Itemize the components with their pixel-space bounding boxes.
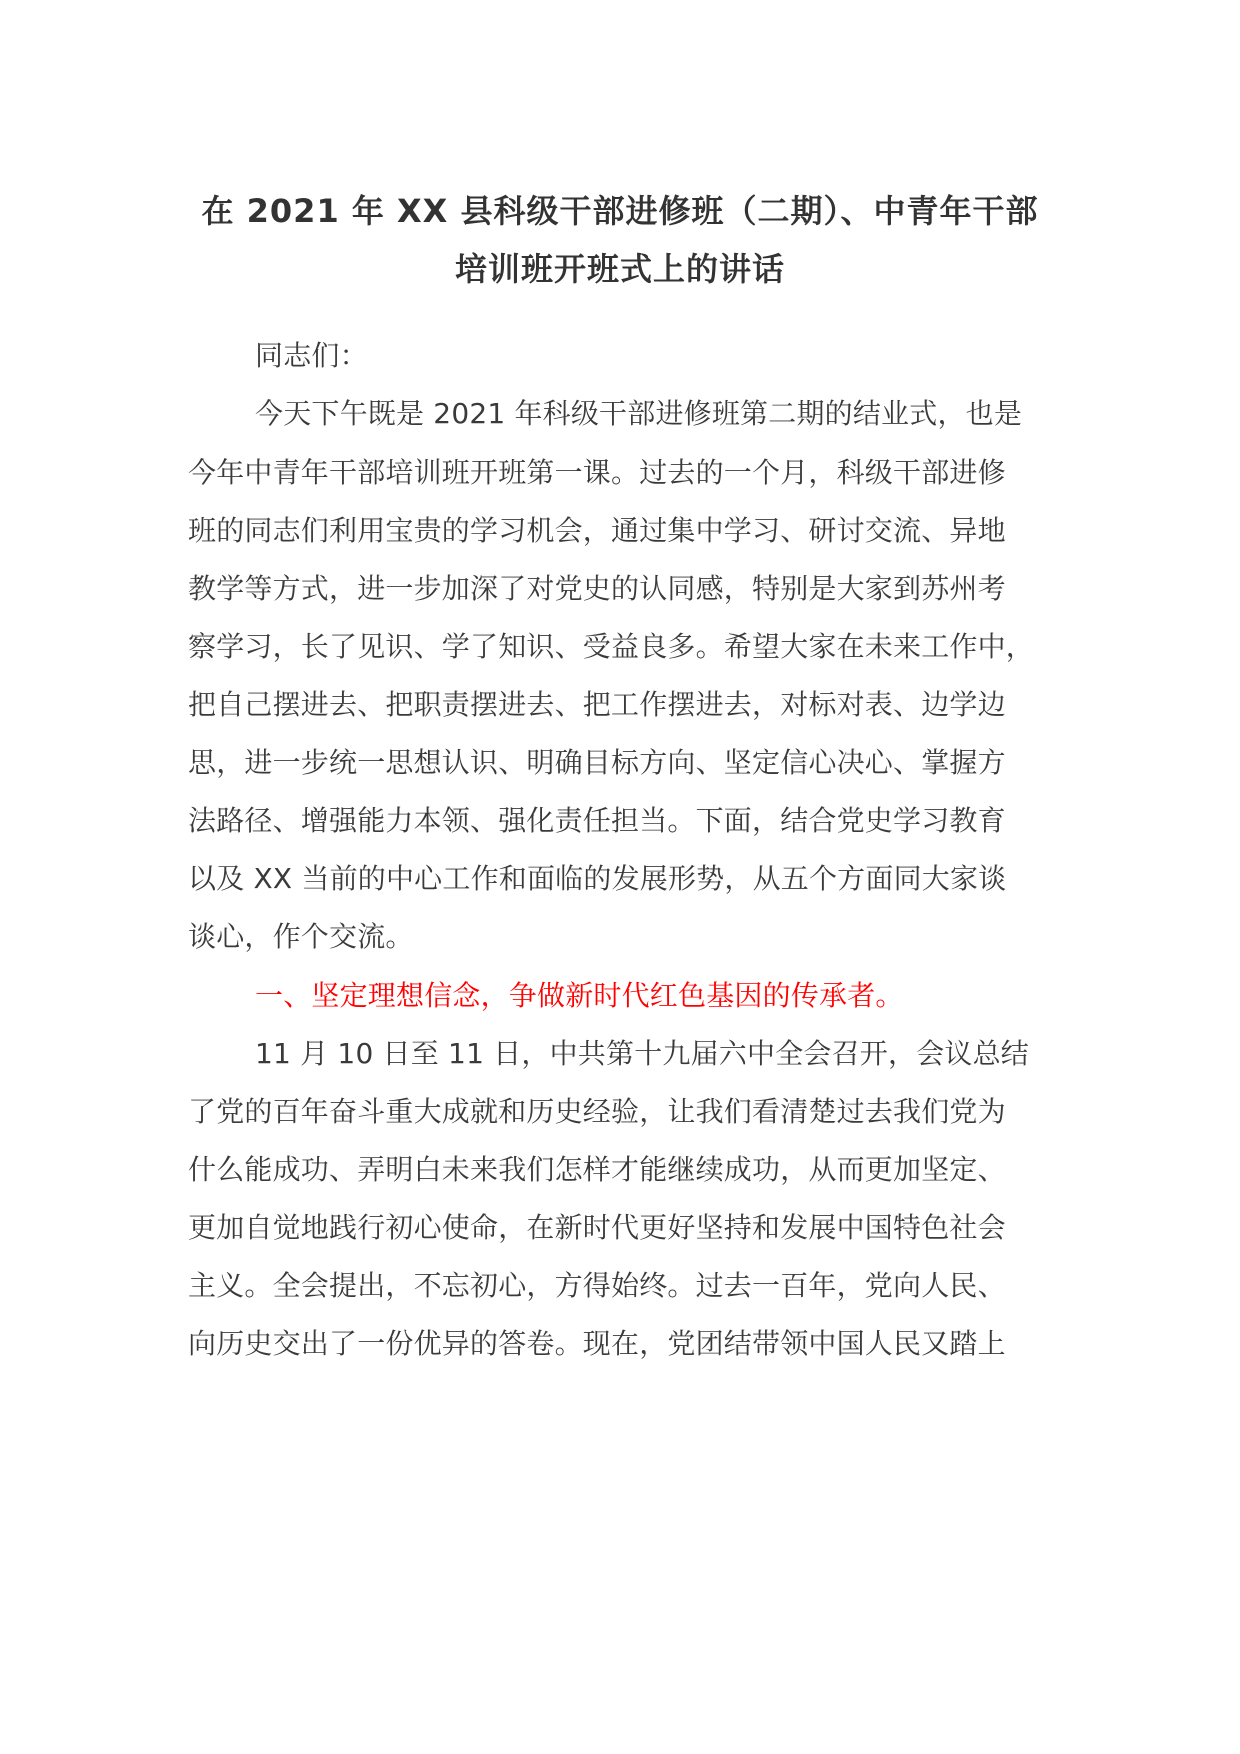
intro-paragraph-line: 谈心，作个交流。: [188, 920, 414, 953]
intro-paragraph-line: 班的同志们利用宝贵的学习机会，通过集中学习、研讨交流、异地: [188, 514, 1006, 547]
document-title-line-2: 培训班开班式上的讲话: [454, 250, 785, 288]
section-paragraph-line: 11 月 10 日至 11 日，中共第十九届六中全会召开，会议总结: [255, 1037, 1029, 1070]
section-heading: 一、坚定理想信念，争做新时代红色基因的传承者。: [255, 979, 904, 1012]
section-paragraph-line: 了党的百年奋斗重大成就和历史经验，让我们看清楚过去我们党为: [188, 1095, 1006, 1128]
intro-paragraph-line: 察学习，长了见识、学了知识、受益良多。希望大家在未来工作中，: [188, 630, 1035, 663]
intro-paragraph-line: 法路径、增强能力本领、强化责任担当。下面，结合党史学习教育: [188, 804, 1006, 837]
section-paragraph-line: 向历史交出了一份优异的答卷。现在，党团结带领中国人民又踏上: [188, 1327, 1006, 1360]
intro-paragraph-line: 把自己摆进去、把职责摆进去、把工作摆进去，对标对表、边学边: [188, 688, 1006, 721]
section-paragraph-line: 什么能成功、弄明白未来我们怎样才能继续成功，从而更加坚定、: [188, 1153, 1006, 1186]
salutation: 同志们：: [255, 339, 368, 372]
intro-paragraph-line: 以及 XX 当前的中心工作和面临的发展形势，从五个方面同大家谈: [188, 862, 1007, 895]
section-paragraph-line: 更加自觉地践行初心使命，在新时代更好坚持和发展中国特色社会: [188, 1211, 1006, 1244]
document-title-line-1: 在 2021 年 XX 县科级干部进修班（二期）、中青年干部: [201, 192, 1039, 230]
intro-paragraph-line: 教学等方式，进一步加深了对党史的认同感，特别是大家到苏州考: [188, 572, 1006, 605]
intro-paragraph-line: 今年中青年干部培训班开班第一课。过去的一个月，科级干部进修: [188, 456, 1006, 489]
intro-paragraph-line: 今天下午既是 2021 年科级干部进修班第二期的结业式，也是: [255, 397, 1023, 430]
section-paragraph-line: 主义。全会提出，不忘初心，方得始终。过去一百年，党向人民、: [188, 1269, 1006, 1302]
intro-paragraph-line: 思，进一步统一思想认识、明确目标方向、坚定信心决心、掌握方: [188, 746, 1006, 779]
